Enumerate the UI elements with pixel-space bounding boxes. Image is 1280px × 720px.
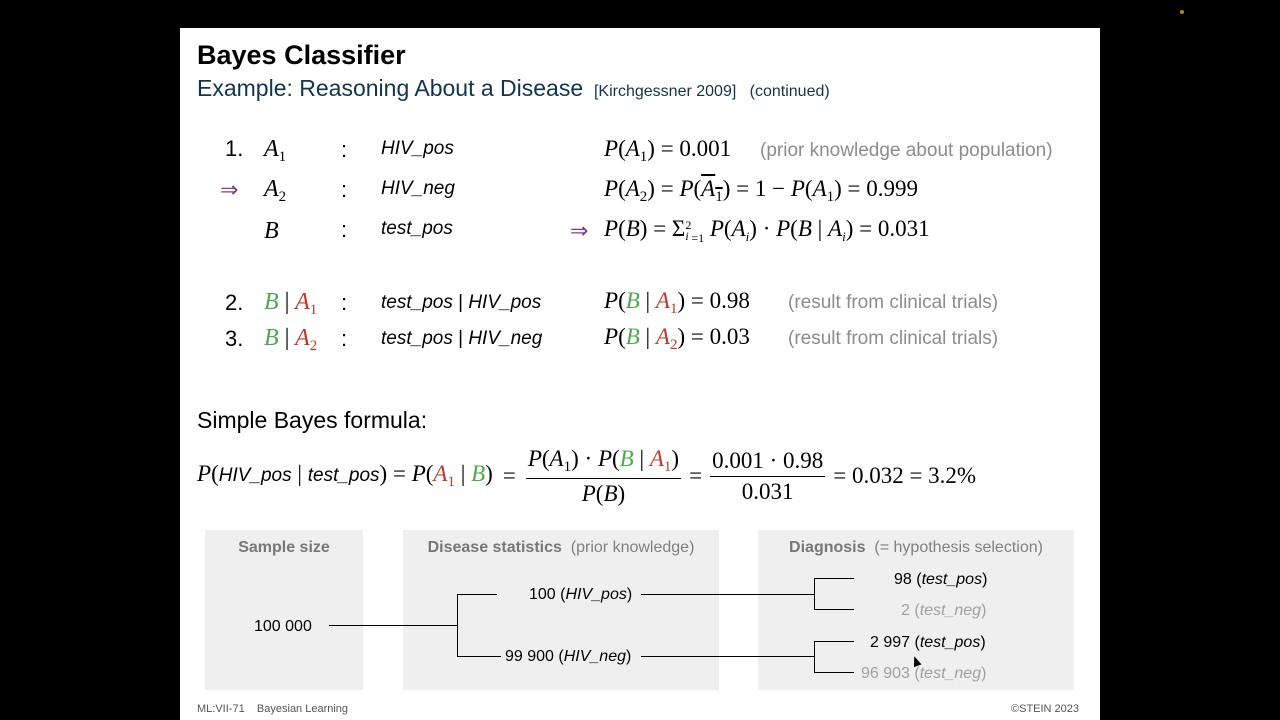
tree-connector [329,625,458,626]
panel-title: Diagnosis (= hypothesis selection) [789,539,1043,556]
event-symbol-a1: $A_1$ [264,136,287,165]
formula-result: = 0.032 = 3.2% [833,463,977,488]
note-clinical: (result from clinical trials) [788,292,999,313]
sample-size-value: 100 000 [254,618,312,635]
tree-connector [814,609,854,610]
note-clinical: (result from clinical trials) [788,328,999,349]
formula-p-a2: $P(A_2) = P(A_1) = 1 - P(A_1) = 0.999$ [604,176,919,205]
event-name: HIV_pos [381,138,454,159]
formula-p-a1: $P(A_1) = 0.001$ [604,136,732,165]
row-number: 2. [225,290,244,315]
event-name: test_pos [381,218,453,239]
tree-connector [814,578,815,610]
conditional-event: test_pos | HIV_pos [381,292,542,313]
panel-sample-size [205,530,363,690]
conditional-b-a2: B | $A_2$ [264,325,318,354]
formula-p-b-given-a2: P(B | $A_2) = 0.03$ [604,324,750,353]
tree-connector [814,578,854,579]
citation: [Kirchgessner 2009] (continued) [593,83,830,100]
numeric-fraction: $\frac{0.001 \cdot 0.98}{0.031}$ [712,447,824,504]
note-prior: (prior knowledge about population) [760,140,1053,161]
slide-title: Bayes Classifier [197,40,406,70]
tree-connector [641,656,814,657]
colon: : [341,326,348,351]
bayes-formula: P(HIV_pos | test_pos) = $P(A_1$ | B) = $\frac{P(A_1) \cdot P(B | A_1)}{P(B)}$ = $\frac{0.001 \cdot 0.98}{0.031}$ = 0.032 = 3.2% [197,445,977,506]
row-number: 3. [225,326,244,351]
section-heading: Simple Bayes formula: [197,407,428,433]
slide-subtitle [197,75,830,102]
colon: : [341,177,348,202]
tree-connector [814,641,815,673]
colon: : [341,217,348,242]
colon: : [341,290,348,315]
event-row-1 [225,136,243,162]
leaf-neg-test-neg: 96 903 (test_neg) [861,665,987,682]
formula-p-b: P(B) = Σ 2 i $_{=1}$ $P(A_i) \cdot P(B$ | $A_i) = 0.031$ [604,216,930,245]
colon: : [341,137,348,162]
footer-right: ©STEIN 2023 [1011,703,1080,715]
event-symbol-b: B [264,218,279,244]
hiv-neg-node: 99 900 (HIV_neg) [505,648,632,665]
panel-title: Disease statistics (prior knowledge) [427,539,695,556]
tree-connector [457,594,497,595]
tree-connector [457,656,501,657]
implies-arrow: ⇒ [570,218,589,243]
tree-connector [457,594,458,657]
row-number: 1. [225,136,244,161]
conditional-b-a1: B | $A_1$ [264,289,318,318]
hiv-pos-node: 100 (HIV_pos) [529,586,633,603]
panel-title: Sample size [238,539,330,556]
leaf-pos-test-pos: 98 (test_pos) [894,571,988,588]
tree-connector [814,672,854,673]
tree-connector [814,641,854,642]
implies-arrow: ⇒ [220,177,239,202]
event-name: HIV_neg [381,178,455,199]
footer-left: ML:VII-71 Bayesian Learning [197,703,349,715]
status-dot-icon [1180,10,1184,14]
symbolic-fraction: $\frac{P(A_1) \cdot P(B | A_1)}{P(B)}$ [527,445,680,506]
event-symbol-a2: $A_2$ [264,176,287,205]
formula-p-b-given-a1: P(B | $A_1) = 0.98$ [604,288,750,317]
panel-disease-statistics [403,530,719,690]
slide [180,28,1100,720]
subtitle-text: Example: Reasoning About a Disease [197,75,584,101]
leaf-neg-test-pos: 2 997 (test_pos) [870,634,986,651]
leaf-pos-test-neg: 2 (test_neg) [901,602,987,619]
conditional-event: test_pos | HIV_neg [381,328,543,349]
tree-connector [641,594,814,595]
